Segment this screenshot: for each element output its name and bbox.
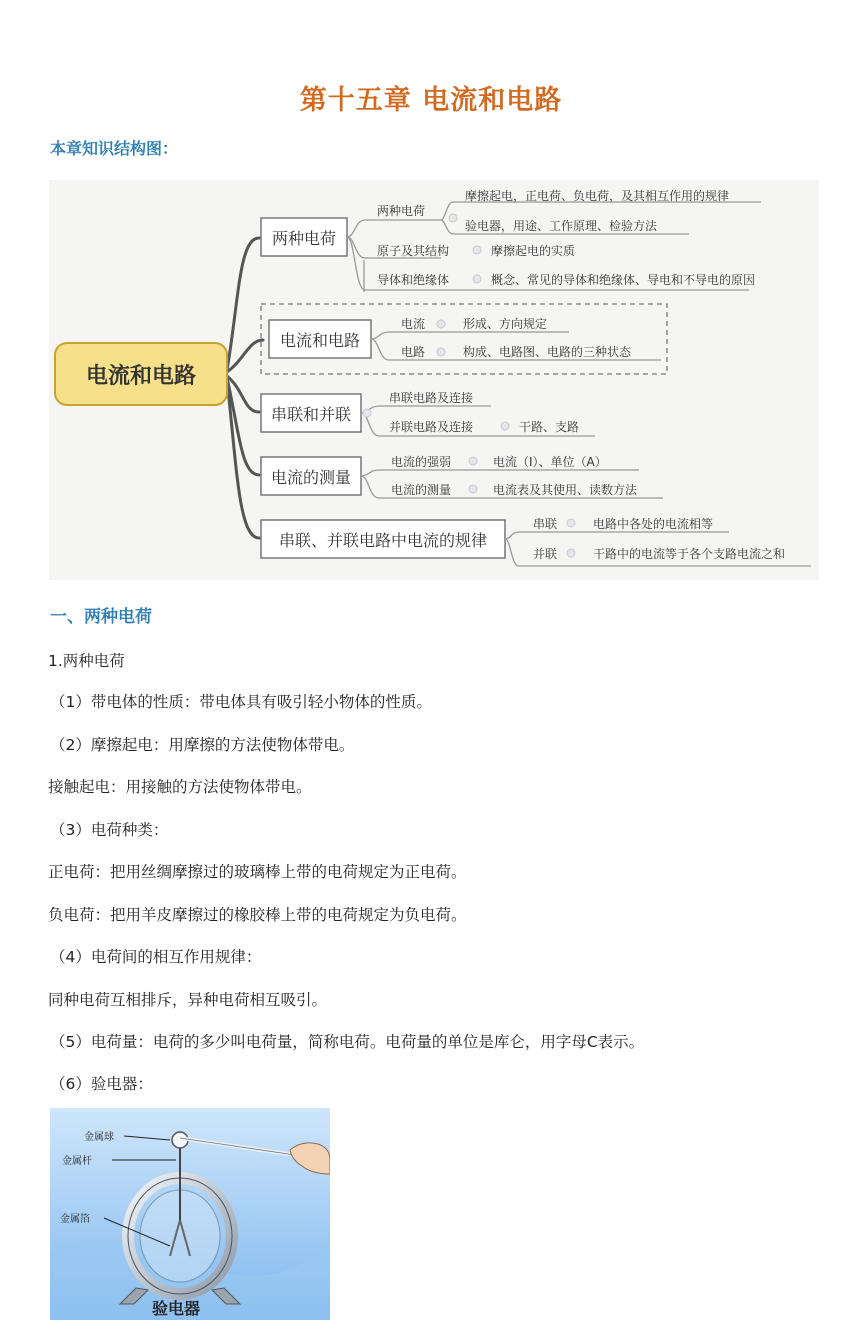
text-line: 正电荷：把用丝绸摩擦过的玻璃棒上带的电荷规定为正电荷。 xyxy=(48,863,467,881)
leaf-current-unit: 电流（I）、单位（A） xyxy=(493,455,607,469)
sub-current-measure: 电流的测量 xyxy=(391,483,452,497)
branch-two-charges: 两种电荷 xyxy=(271,229,337,248)
branch-current-circuit: 电流和电路 xyxy=(279,331,361,350)
sub-atom-structure: 原子及其结构 xyxy=(377,244,450,258)
leaf-friction-charge: 摩擦起电，正电荷、负电荷，及其相互作用的规律 xyxy=(465,189,730,203)
branch-series-parallel: 串联和并联 xyxy=(270,405,352,424)
sub-series: 串联 xyxy=(533,517,558,531)
sub-two-charges: 两种电荷 xyxy=(377,204,426,218)
text-line: （6）验电器： xyxy=(50,1075,153,1093)
text-line: （3）电荷种类： xyxy=(50,821,169,839)
sub-series-connection: 串联电路及连接 xyxy=(389,391,474,405)
section-heading: 一、两种电荷 xyxy=(50,607,152,627)
branch-current-rules: 串联、并联电路中电流的规律 xyxy=(278,531,488,550)
leaf-electroscope: 验电器，用途、工作原理、检验方法 xyxy=(465,219,658,233)
page-title: 第十五章 电流和电路 xyxy=(299,85,563,116)
mindmap-root: 电流和电路 xyxy=(85,364,197,389)
label-metal-rod: 金属杆 xyxy=(62,1156,92,1167)
text-line: （2）摩擦起电：用摩擦的方法使物体带电。 xyxy=(50,736,355,754)
electroscope-caption: 验电器 xyxy=(151,1299,201,1318)
sub-parallel-connection: 并联电路及连接 xyxy=(389,420,474,434)
knowledge-mindmap xyxy=(49,180,819,580)
text-line: 接触起电：用接触的方法使物体带电。 xyxy=(48,778,312,796)
text-line: （1）带电体的性质：带电体具有吸引轻小物体的性质。 xyxy=(50,693,432,711)
text-line: 负电荷：把用羊皮摩擦过的橡胶棒上带的电荷规定为负电荷。 xyxy=(48,906,467,924)
leaf-circuit-structure: 构成、电路图、电路的三种状态 xyxy=(463,345,632,359)
label-metal-ball: 金属球 xyxy=(84,1132,114,1143)
leaf-friction-essence: 摩擦起电的实质 xyxy=(491,244,576,258)
mindmap-caption: 本章知识结构图： xyxy=(50,139,179,158)
text-line: （5）电荷量：电荷的多少叫电荷量，简称电荷。电荷量的单位是库仑，用字母C表示。 xyxy=(50,1033,645,1051)
leaf-series-rule: 电路中各处的电流相等 xyxy=(593,517,714,531)
sub-current-strength: 电流的强弱 xyxy=(391,455,452,469)
text-line: 1.两种电荷 xyxy=(48,652,125,670)
text-line: （4）电荷间的相互作用规律： xyxy=(50,948,262,966)
sub-current: 电流 xyxy=(401,317,426,331)
leaf-current-formation: 形成、方向规定 xyxy=(463,317,548,331)
leaf-ammeter-usage: 电流表及其使用、读数方法 xyxy=(493,483,638,497)
sub-conductor-insulator: 导体和绝缘体 xyxy=(377,273,450,287)
label-metal-foil: 金属箔 xyxy=(60,1214,90,1225)
sub-circuit: 电路 xyxy=(401,345,426,359)
leaf-conductor-concept: 概念、常见的导体和绝缘体、导电和不导电的原因 xyxy=(491,273,756,287)
text-line: 同种电荷互相排斥，异种电荷相互吸引。 xyxy=(48,991,328,1009)
leaf-trunk-branch: 干路、支路 xyxy=(519,420,580,434)
sub-parallel: 并联 xyxy=(533,547,558,561)
leaf-parallel-rule: 干路中的电流等于各个支路电流之和 xyxy=(593,547,786,561)
electroscope-illustration xyxy=(50,1108,330,1320)
branch-current-measurement: 电流的测量 xyxy=(270,468,352,487)
